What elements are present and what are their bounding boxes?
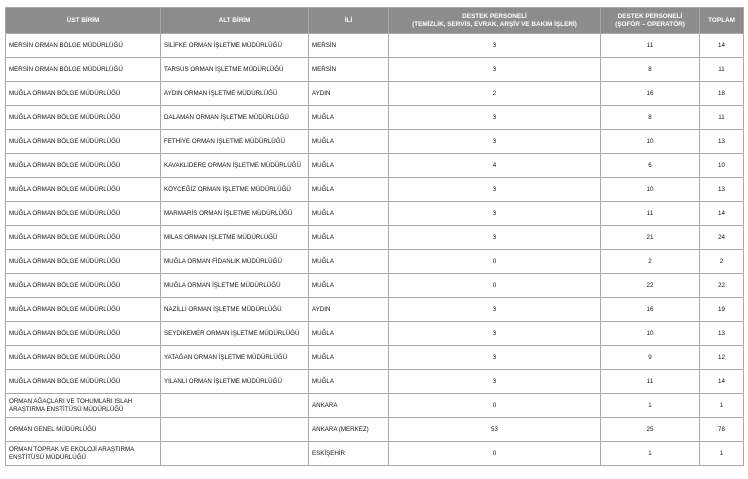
ili-cell: MUĞLA (309, 274, 389, 298)
toplam-cell: 14 (700, 34, 744, 58)
alt-birim-cell: KAVAKLIDERE ORMAN İŞLETME MÜDÜRLÜĞÜ (161, 154, 309, 178)
ili-cell: ANKARA (309, 394, 389, 418)
ust-birim-cell: MUĞLA ORMAN BÖLGE MÜDÜRLÜĞÜ (6, 226, 161, 250)
alt-birim-cell: YATAĞAN ORMAN İŞLETME MÜDÜRLÜĞÜ (161, 346, 309, 370)
alt-birim-cell (161, 418, 309, 442)
alt-birim-cell: MUĞLA ORMAN İŞLETME MÜDÜRLÜĞÜ (161, 274, 309, 298)
ili-cell: MUĞLA (309, 106, 389, 130)
alt-birim-cell: YILANLI ORMAN İŞLETME MÜDÜRLÜĞÜ (161, 370, 309, 394)
alt-birim-cell: SİLİFKE ORMAN İŞLETME MÜDÜRLÜĞÜ (161, 34, 309, 58)
toplam-cell: 13 (700, 178, 744, 202)
destek-temizlik-cell: 53 (389, 418, 601, 442)
toplam-cell: 13 (700, 322, 744, 346)
destek-temizlik-cell: 3 (389, 58, 601, 82)
table-row (6, 82, 744, 106)
toplam-cell: 14 (700, 370, 744, 394)
header-destek-temizlik-line2: (TEMİZLİK, SERVİS, EVRAK, ARŞİV VE BAKIM İŞLERİ) (412, 20, 577, 28)
ust-birim-cell: MUĞLA ORMAN BÖLGE MÜDÜRLÜĞÜ (6, 154, 161, 178)
toplam-cell: 24 (700, 226, 744, 250)
ust-birim-cell: MUĞLA ORMAN BÖLGE MÜDÜRLÜĞÜ (6, 178, 161, 202)
destek-temizlik-cell: 3 (389, 322, 601, 346)
destek-sofor-cell: 8 (601, 106, 700, 130)
ust-birim-cell: MERSİN ORMAN BÖLGE MÜDÜRLÜĞÜ (6, 34, 161, 58)
ust-birim-cell: MUĞLA ORMAN BÖLGE MÜDÜRLÜĞÜ (6, 346, 161, 370)
destek-temizlik-cell: 3 (389, 370, 601, 394)
toplam-cell: 13 (700, 130, 744, 154)
destek-sofor-cell: 8 (601, 58, 700, 82)
destek-temizlik-cell: 3 (389, 178, 601, 202)
destek-sofor-cell: 1 (601, 394, 700, 418)
header-ust-birim: ÜST BİRİM (6, 8, 161, 34)
destek-sofor-cell: 10 (601, 178, 700, 202)
destek-sofor-cell: 10 (601, 130, 700, 154)
ili-cell: MERSİN (309, 34, 389, 58)
toplam-cell: 10 (700, 154, 744, 178)
alt-birim-cell: MUĞLA ORMAN FİDANLIK MÜDÜRLÜĞÜ (161, 250, 309, 274)
ust-birim-cell: MUĞLA ORMAN BÖLGE MÜDÜRLÜĞÜ (6, 202, 161, 226)
ili-cell: MUĞLA (309, 226, 389, 250)
destek-sofor-cell: 9 (601, 346, 700, 370)
destek-temizlik-cell: 0 (389, 394, 601, 418)
table-row (6, 154, 744, 178)
table-row (6, 298, 744, 322)
header-toplam: TOPLAM (700, 8, 744, 34)
ust-birim-cell: MUĞLA ORMAN BÖLGE MÜDÜRLÜĞÜ (6, 82, 161, 106)
destek-temizlik-cell: 3 (389, 34, 601, 58)
table-row (6, 370, 744, 394)
ili-cell: MUĞLA (309, 370, 389, 394)
destek-sofor-cell: 11 (601, 202, 700, 226)
ili-cell: MUĞLA (309, 322, 389, 346)
alt-birim-cell: MARMARİS ORMAN İŞLETME MÜDÜRLÜĞÜ (161, 202, 309, 226)
alt-birim-cell: FETHİYE ORMAN İŞLETME MÜDÜRLÜĞÜ (161, 130, 309, 154)
header-destek-temizlik (389, 8, 601, 34)
table-row (6, 58, 744, 82)
ust-birim-cell: ORMAN GENEL MÜDÜRLÜĞÜ (6, 418, 161, 442)
table-row (6, 106, 744, 130)
header-alt-birim: ALT BİRİM (161, 8, 309, 34)
destek-sofor-cell: 1 (601, 442, 700, 466)
ust-birim-cell: MERSİN ORMAN BÖLGE MÜDÜRLÜĞÜ (6, 58, 161, 82)
destek-temizlik-cell: 3 (389, 346, 601, 370)
table-row (6, 442, 744, 466)
toplam-cell: 18 (700, 82, 744, 106)
ust-birim-cell: MUĞLA ORMAN BÖLGE MÜDÜRLÜĞÜ (6, 274, 161, 298)
destek-sofor-cell: 10 (601, 322, 700, 346)
ust-birim-cell: ORMAN TOPRAK VE EKOLOJİ ARAŞTIRMA ENSTİTÜSÜ MÜDÜRLÜĞÜ (6, 442, 161, 466)
ili-cell: MUĞLA (309, 202, 389, 226)
destek-sofor-cell: 25 (601, 418, 700, 442)
header-destek-sofor-line2: (ŞOFÖR – OPERATÖR) (615, 20, 685, 28)
alt-birim-cell (161, 442, 309, 466)
table-row (6, 202, 744, 226)
toplam-cell: 78 (700, 418, 744, 442)
header-ili: İLİ (309, 8, 389, 34)
alt-birim-cell: SEYDİKEMER ORMAN İŞLETME MÜDÜRLÜĞÜ (161, 322, 309, 346)
table-row (6, 346, 744, 370)
toplam-cell: 14 (700, 202, 744, 226)
ili-cell: ANKARA (MERKEZ) (309, 418, 389, 442)
ust-birim-cell: MUĞLA ORMAN BÖLGE MÜDÜRLÜĞÜ (6, 322, 161, 346)
toplam-cell: 2 (700, 250, 744, 274)
destek-temizlik-cell: 3 (389, 226, 601, 250)
ust-birim-cell: MUĞLA ORMAN BÖLGE MÜDÜRLÜĞÜ (6, 250, 161, 274)
personnel-table (5, 7, 744, 466)
destek-temizlik-cell: 2 (389, 82, 601, 106)
ust-birim-cell: MUĞLA ORMAN BÖLGE MÜDÜRLÜĞÜ (6, 106, 161, 130)
destek-sofor-cell: 16 (601, 82, 700, 106)
toplam-cell: 11 (700, 58, 744, 82)
table-row (6, 250, 744, 274)
ili-cell: AYDIN (309, 82, 389, 106)
destek-sofor-cell: 6 (601, 154, 700, 178)
table-row (6, 418, 744, 442)
table-header-row (6, 8, 744, 34)
toplam-cell: 11 (700, 106, 744, 130)
ili-cell: MUĞLA (309, 178, 389, 202)
destek-sofor-cell: 21 (601, 226, 700, 250)
ili-cell: MERSİN (309, 58, 389, 82)
toplam-cell: 12 (700, 346, 744, 370)
header-destek-sofor-line1: DESTEK PERSONELİ (617, 12, 683, 20)
toplam-cell: 19 (700, 298, 744, 322)
ust-birim-cell: ORMAN AĞAÇLARI VE TOHUMLARI ISLAH ARAŞTIRMA ENSTİTÜSÜ MÜDÜRLÜĞÜ (6, 394, 161, 418)
ust-birim-cell: MUĞLA ORMAN BÖLGE MÜDÜRLÜĞÜ (6, 130, 161, 154)
destek-sofor-cell: 2 (601, 250, 700, 274)
alt-birim-cell: DALAMAN ORMAN İŞLETME MÜDÜRLÜĞÜ (161, 106, 309, 130)
ust-birim-cell: MUĞLA ORMAN BÖLGE MÜDÜRLÜĞÜ (6, 370, 161, 394)
ili-cell: AYDIN (309, 298, 389, 322)
toplam-cell: 22 (700, 274, 744, 298)
destek-temizlik-cell: 3 (389, 298, 601, 322)
table-row (6, 34, 744, 58)
table-row (6, 274, 744, 298)
destek-temizlik-cell: 3 (389, 106, 601, 130)
destek-temizlik-cell: 0 (389, 250, 601, 274)
alt-birim-cell (161, 394, 309, 418)
destek-temizlik-cell: 3 (389, 130, 601, 154)
alt-birim-cell: TARSUS ORMAN İŞLETME MÜDÜRLÜĞÜ (161, 58, 309, 82)
ust-birim-cell: MUĞLA ORMAN BÖLGE MÜDÜRLÜĞÜ (6, 298, 161, 322)
table-row (6, 226, 744, 250)
header-destek-temizlik-line1: DESTEK PERSONELİ (462, 12, 527, 20)
alt-birim-cell: AYDIN ORMAN İŞLETME MÜDÜRLÜĞÜ (161, 82, 309, 106)
toplam-cell: 1 (700, 442, 744, 466)
destek-sofor-cell: 22 (601, 274, 700, 298)
alt-birim-cell: MİLAS ORMAN İŞLETME MÜDÜRLÜĞÜ (161, 226, 309, 250)
ili-cell: MUĞLA (309, 346, 389, 370)
toplam-cell: 1 (700, 394, 744, 418)
header-destek-sofor (601, 8, 700, 34)
table-row (6, 178, 744, 202)
ili-cell: MUĞLA (309, 250, 389, 274)
destek-sofor-cell: 11 (601, 370, 700, 394)
destek-sofor-cell: 11 (601, 34, 700, 58)
table-row (6, 394, 744, 418)
destek-temizlik-cell: 4 (389, 154, 601, 178)
alt-birim-cell: NAZİLLİ ORMAN İŞLETME MÜDÜRLÜĞÜ (161, 298, 309, 322)
ili-cell: MUĞLA (309, 130, 389, 154)
destek-temizlik-cell: 0 (389, 442, 601, 466)
destek-sofor-cell: 16 (601, 298, 700, 322)
ili-cell: ESKİŞEHİR (309, 442, 389, 466)
table-row (6, 322, 744, 346)
table-row (6, 130, 744, 154)
alt-birim-cell: KÖYCEĞİZ ORMAN İŞLETME MÜDÜRLÜĞÜ (161, 178, 309, 202)
table-body (6, 34, 744, 466)
destek-temizlik-cell: 3 (389, 202, 601, 226)
ili-cell: MUĞLA (309, 154, 389, 178)
destek-temizlik-cell: 0 (389, 274, 601, 298)
